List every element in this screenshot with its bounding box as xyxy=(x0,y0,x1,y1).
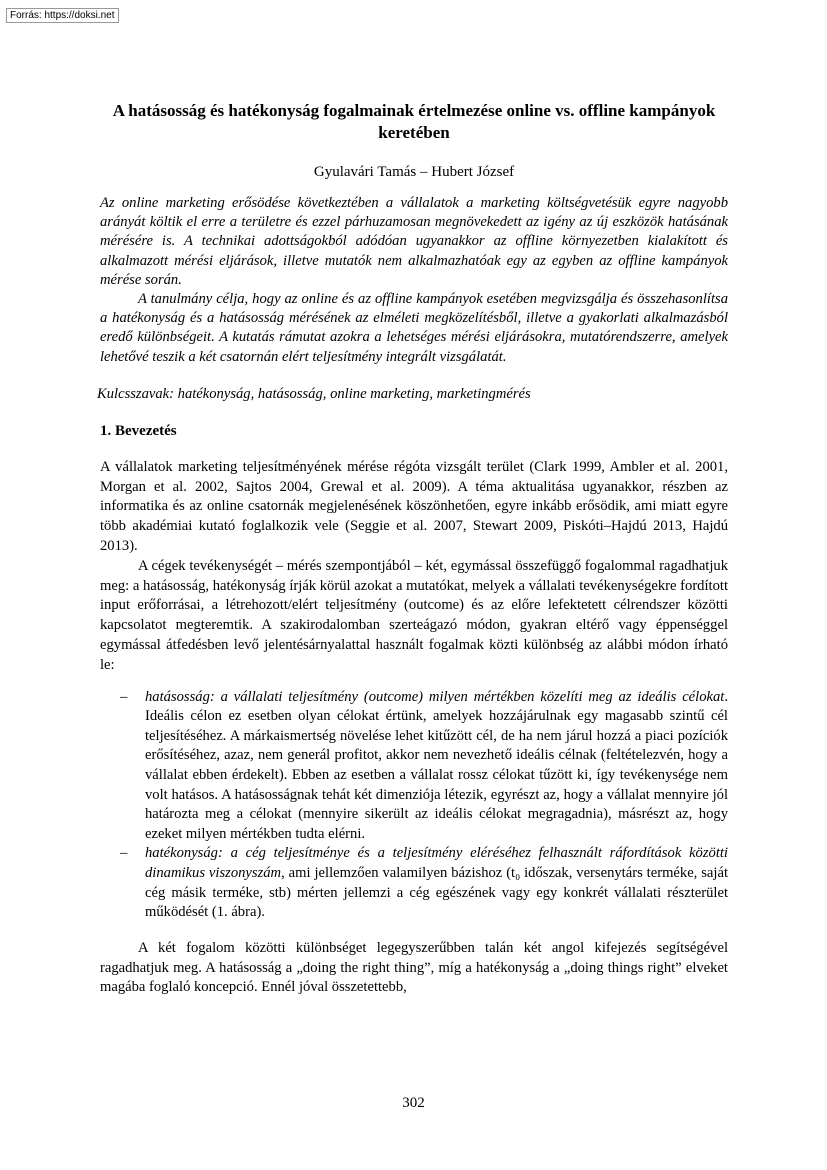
body-text xyxy=(100,458,728,676)
list-item-text: , ami jellemzően valamilyen bázishoz (t₀ időszak, versenytárs terméke, saját cég másik terméke, stb) mérten jellemzi a cég egészének vagy egy konkrét vállalati részterület működését (1. ábra). xyxy=(145,864,728,921)
definition-list xyxy=(100,688,728,923)
body-paragraph: A cégek tevékenységét – mérés szempontjából – két, egymással összefüggő fogalommal ragadhatjuk meg: a hatásosság, hatékonyság írják körül azokat a mutatókat, melyek a vállalati tevékenységekre fordított input erőforrásai, a létrehozott/elért teljesítmény (outcome) és az előre lefektetett célrendszer közötti kapcsolatot megteremtik. A szakirodalomban szerteágazó módon, gyakran eltérő vagy éppenséggel egymással átfedésben levő jelentésárnyalattal használt fogalmak közti különbség az alábbi módon írható le: xyxy=(100,557,728,673)
authors: Gyulavári Tamás – Hubert József xyxy=(313,164,515,180)
body-paragraph: A vállalatok marketing teljesítményének mérése régóta vizsgált terület (Clark 1999, Ambler et al. 2001, Morgan et al. 2002, Sajtos 2004, Grewal et al. 2009). A téma aktualitása ugyanakkor, részben az informatika és az online csatornák megjelenésének köszönhetően, egyre inkább erősödik, ami miatt egyre több akadémiai kutató foglalkozik vele (Seggie et al. 2007, Stewart 2009, Piskóti–Hajdú 2013, Hajdú 2013). xyxy=(100,458,728,555)
list-item-italic: hatásosság: a vállalati teljesítmény (outcome) milyen mértékben közelíti meg az ideális célokat xyxy=(145,688,725,705)
list-dash: – xyxy=(120,845,128,862)
list-dash: – xyxy=(120,688,128,705)
abstract-paragraph: A tanulmány célja, hogy az online és az offline kampányok esetében megvizsgálja és összehasonlítsa a hatékonyság és a hatásosság mérésének az elméleti megközelítésből, illetve a gyakorlati alkalmazásból eredő különbségeit. A kutatás rámutat azokra a lehetséges mérési eljárásokra, mutatórendszerre, amelyek lehetővé teszik a két csatornán elért teljesítmény integrált vizsgálatát. xyxy=(100,291,728,365)
list-item-italic: hatékonyság: a cég teljesítménye és a teljesítmény eléréséhez felhasznált ráfordítások közötti dinamikus viszonyszám xyxy=(145,845,728,881)
abstract-paragraph: Az online marketing erősödése következtében a vállalatok a marketing költségvetésük egyre nagyobb arányát költik el erre a területre és ezzel párhuzamosan megnövekedett az igény az új eszközök hatásának mérésére is. A technikai adottságokból adódóan ugyanakkor az offline környezetben kialakított és alkalmazott mérési eljárások, illetve mutatók nem alkalmazhatóak egy az egyben az offline kampányok mérése során. xyxy=(100,195,728,288)
list-item-text: . Ideális célon ez esetben olyan célokat értünk, amelyek hozzájárulnak egy magasabb szintű cél teljesítéséhez. A márkaismertség növelése lehet kitűzött cél, de ha nem járul hozzá a piaci pozíciók erősítéséhez, azaz, nem generál profitot, akkor nem nevezhető ideális célnak (feltételezvén, hogy a vállalat ebben érdekelt). Ebben az esetben a vállalat rossz célokat tűzött ki, így tevékenysége nem volt hatásos. A hatásosságnak tehát két dimenziója létezik, egyrészt az, hogy a vállalat mennyire jól határozta meg a célokat (mennyire sikerült az ideális célokat megragadnia), másrészt az, hogy ezeket milyen mértékben tudta elérni. xyxy=(145,688,728,842)
source-label[interactable]: Forrás: https://doksi.net xyxy=(6,8,119,23)
list-item xyxy=(120,844,728,922)
document-page xyxy=(97,100,728,998)
body-paragraph: A két fogalom közötti különbséget legegyszerűbben talán két angol kifejezés segítségével ragadhatjuk meg. A hatásosság a „doing the right thing”, míg a hatékonyság a „doing things right” elveket magába foglaló koncepció. Ennél jóval összetettebb, xyxy=(100,939,728,996)
list-item xyxy=(120,688,728,845)
paper-title: A hatásosság és hatékonyság fogalmainak értelmezése online vs. offline kampányok keretében xyxy=(112,101,716,142)
keywords: Kulcsszavak: hatékonyság, hatásosság, online marketing, marketingmérés xyxy=(97,385,531,402)
abstract xyxy=(100,194,728,367)
page-number: 302 xyxy=(402,1095,425,1111)
section-heading: 1. Bevezetés xyxy=(100,422,177,439)
